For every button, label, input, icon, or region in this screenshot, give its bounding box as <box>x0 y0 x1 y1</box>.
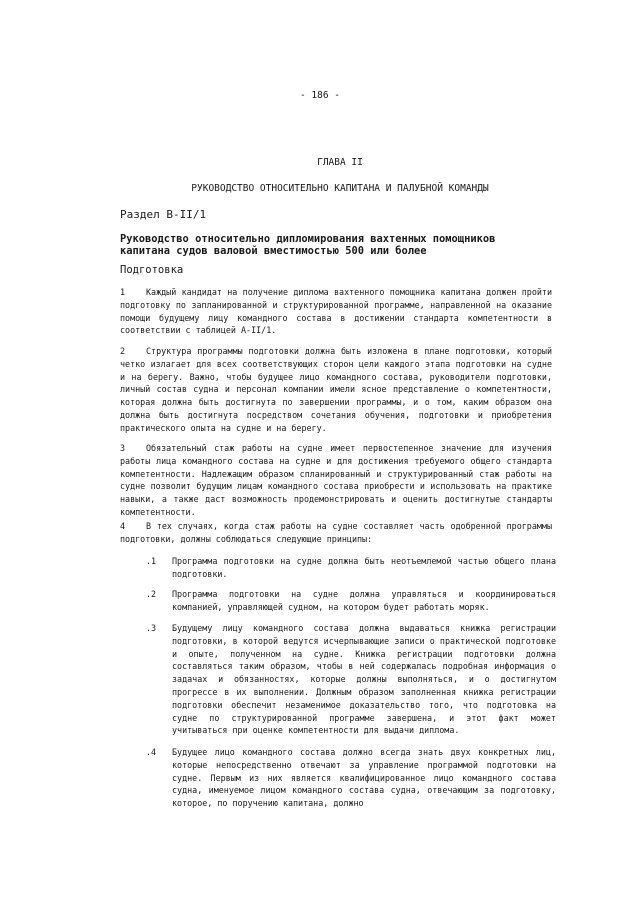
paragraph-2 <box>120 345 552 435</box>
chapter-label: ГЛАВА II <box>317 157 363 168</box>
paragraph-text: Обязательный стаж работы на судне имеет первостепенное значение для изучения работы лица командного состава на судне и для достижения требуемого общего стандарта компетентности. Надлежащим образом спланированный и структурированный стаж работы на судне позволит будущим лицам командного состава приобрести и использовать на практике навыки, а также даст возможность продемонстрировать и оценить достигнутые стандарты компетентности. <box>120 443 552 517</box>
chapter-title: РУКОВОДСТВО ОТНОСИТЕЛЬНО КАПИТАНА И ПАЛУБНОЙ КОМАНДЫ <box>191 183 489 194</box>
list-item-2 <box>146 588 556 614</box>
item-text: Программа подготовки на судне должна управляться и координироваться компанией, управляющей судном, на котором будет работать моряк. <box>172 589 556 612</box>
section-heading-line-2: капитана судов валовой вместимостью 500 или более <box>120 245 427 257</box>
paragraph-number: 3 <box>120 443 126 453</box>
paragraph-number: 1 <box>120 287 126 297</box>
section-label: Раздел B-II/1 <box>120 208 207 221</box>
item-text: Будущее лицо командного состава должно всегда знать двух конкретных лиц, которые непосредственно отвечают за управление программой подготовки на судне. Первым из них является квалифицированное лицо командного состава судна, именуемое лицом командного состава судна, отвечающим за подготовку, которое, по поручению капитана, должно <box>172 747 556 809</box>
page-number: - 186 - <box>299 90 341 101</box>
list-item-3 <box>146 622 556 737</box>
item-text: Будущему лицу командного состава должна выдаваться книжка регистрации подготовки, в которой ведутся исчерпывающие записи о практической подготовке и опыте, полученном на судне. Книжка регистрации подготовки должна составляться таким образом, чтобы в ней содержалась подробная информация о задачах и обязанностях, которые должны выполняться, и о достигнутом прогрессе в их выполнении. Должным образом заполненная книжка регистрации подготовки обеспечит незаменимое доказательство того, что подготовка на судне по структурированной программе завершена, и этот факт может учитываться при оценке компетентности для выдачи диплома. <box>172 623 556 736</box>
paragraph-1 <box>120 286 552 337</box>
paragraph-number: 4 <box>120 521 126 531</box>
item-number: .1 <box>146 556 157 566</box>
section-heading-line-1: Руководство относительно дипломирования вахтенных помощников <box>120 233 496 245</box>
item-number: .3 <box>146 623 157 633</box>
paragraph-4 <box>120 520 552 546</box>
item-number: .4 <box>146 747 157 757</box>
list-item-1 <box>146 555 556 581</box>
item-number: .2 <box>146 589 157 599</box>
paragraph-text: В тех случаях, когда стаж работы на судне составляет часть одобренной программы подготовки, должны соблюдаться следующие принципы: <box>120 521 552 544</box>
paragraph-3 <box>120 442 552 519</box>
list-item-4 <box>146 746 556 810</box>
paragraph-number: 2 <box>120 346 126 356</box>
paragraph-text: Структура программы подготовки должна быть изложена в плане подготовки, который четко излагает для всех соответствующих сторон цели каждого этапа подготовки на судне и на берегу. Важно, чтобы будущее лицо командного состава, руководители подготовки, личный состав судна и персонал компании имели ясное представление о компетентности, которая должна быть достигнута по завершении программы, и о том, каким образом она должна быть достигнута посредством сочетания обучения, подготовки и приобретения практического опыта на судне и на берегу. <box>120 346 552 433</box>
item-text: Программа подготовки на судне должна быть неотъемлемой частью общего плана подготовки. <box>172 556 556 579</box>
subheading: Подготовка <box>120 264 184 276</box>
paragraph-text: Каждый кандидат на получение диплома вахтенного помощника капитана должен пройти подготовку по запланированной и структурированной программе, направленной на оказание помощи будущему лицу командного состава в достижении стандарта компетентности в соответствии с таблицей А-II/1. <box>120 287 552 336</box>
